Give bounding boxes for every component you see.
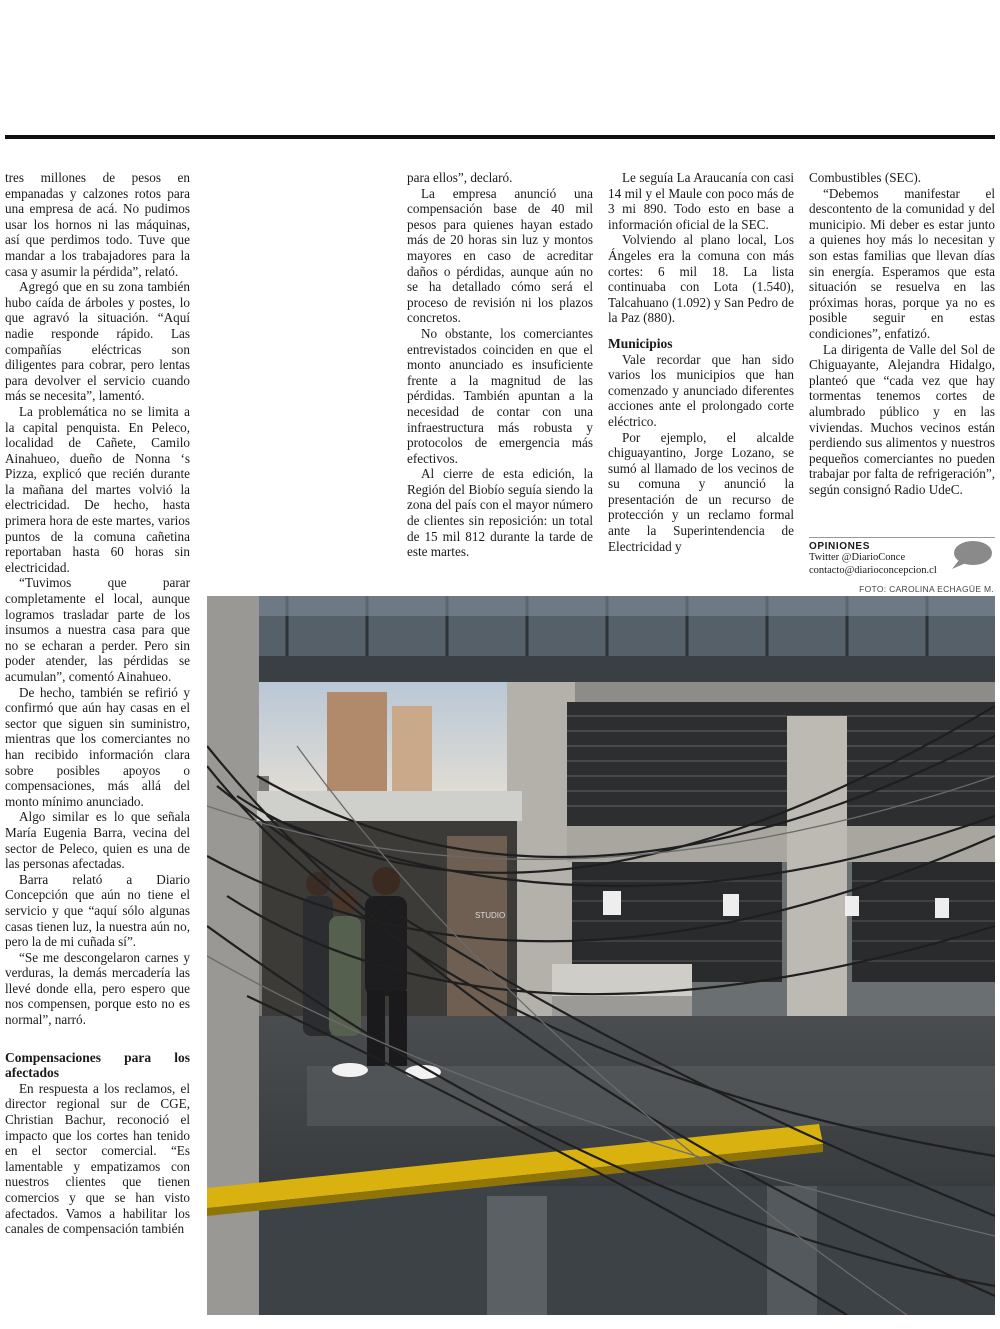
article-column-4 — [809, 170, 995, 497]
paragraph: Le seguía La Araucanía con casi 14 mil y el Maule con poco más de 3 mi 890. Todo esto en base a información oficial de la SEC. — [608, 170, 794, 232]
photo-credit: FOTO: CAROLINA ECHAGÜE M. — [859, 584, 994, 594]
paragraph: Por ejemplo, el alcalde chiguayantino, Jorge Lozano, se sumó al llamado de los vecinos de su comuna y anunció la presentación de un recurso de protección y un reclamo formal ante la Superintendencia de Electricidad y — [608, 429, 794, 554]
opinions-twitter[interactable]: Twitter @DiarioConce — [809, 552, 906, 563]
paragraph: En respuesta a los reclamos, el director regional sur de CGE, Christian Bachur, reconoció el impacto que los cortes han tenido en el sector comercial. “Es lamentable y empatizamos con nuestros clientes que tienen comercios y que se han visto afectados. Vamos a habilitar los canales de compensación también — [5, 1080, 190, 1237]
paragraph: “Debemos manifestar el descontento de la comunidad y del municipio. Mi deber es estar junto a quienes hoy más lo necesitan y son estas familias que llevan días sin energía. Esperamos que esta situación se resuelva en las próximas horas, porque ya no es posible seguir en estas condiciones”, enfatizó. — [809, 185, 995, 341]
paragraph: La dirigenta de Valle del Sol de Chiguayante, Alejandra Hidalgo, planteó que “cada vez que hay tormentas tenemos cortes de alumbrado público y en las viviendas. Muchos vecinos están perdiendo sus alimentos y nuestros pequeños comerciantes no pueden trabajar por falta de refrigeración”, según consignó Radio UdeC. — [809, 341, 995, 497]
news-photo — [207, 596, 995, 1315]
paragraph: Vale recordar que han sido varios los municipios que han comenzado y anunciado diferentes acciones ante el prolongado corte eléctrico. — [608, 351, 794, 429]
paragraph: Combustibles (SEC). — [809, 170, 922, 185]
speech-bubble-icon — [949, 540, 993, 570]
paragraph: La problemática no se limita a la capital penquista. En Peleco, localidad de Cañete, Camilo Ainahueo, dueño de Nonna ‘s Pizza, explicó que recién durante la mañana del martes volvió la electricidad. De hecho, hasta primera hora de este martes, varios puntos de la comuna cañetina reportaban hasta 60 horas sin electricidad. — [5, 403, 190, 575]
opinions-title: OPINIONES — [809, 541, 870, 552]
header-rule — [5, 135, 995, 139]
paragraph: “Tuvimos que parar completamente el local, aunque logramos trasladar parte de los insumos a nuestra casa para que no se echaran a perder. Pero sin poder atender, las pérdidas se acumulan”, comentó Ainahueo. — [5, 575, 190, 684]
paragraph: De hecho, también se refirió y confirmó que aún hay casas en el sector que siguen sin suministro, mientras que los comerciantes no han recibido información clara sobre posibles apoyos o compensaciones, más allá del monto mínimo anunciado. — [5, 684, 190, 809]
opinions-box — [809, 537, 995, 582]
paragraph: “Se me descongelaron carnes y verduras, la demás mercadería las llevé donde ella, pero espero que nos compensen, porque esto no es normal”, narró. — [5, 949, 190, 1028]
paragraph: Al cierre de esta edición, la Región del Biobío seguía siendo la zona del país con el mayor número de clientes sin reposición: un total de 15 mil 812 durante la tarde de este martes. — [407, 466, 593, 560]
paragraph: Barra relató a Diario Concepción que aún no tiene el servicio y que “aquí sólo algunas casas tienen luz, la nuestra aún no, pero la de mi cuñada sí”. — [5, 871, 190, 950]
paragraph: No obstante, los comerciantes entrevistados coinciden en que el monto anunciado es insuficiente frente a la magnitud de las pérdidas. También apuntan a la necesidad de contar con una infraestructura más robusta y protocolos de emergencia más efectivos. — [407, 325, 593, 466]
article-column-3 — [608, 170, 794, 554]
paragraph: La empresa anunció una compensación base de 40 mil pesos para quienes hayan estado más de 20 horas sin luz y montos mayores en caso de acreditar daños o pérdidas, aunque aún no se ha detallado cómo será el proceso de revisión ni los plazos concretos. — [407, 185, 593, 326]
section-heading: Compensaciones para los afectados — [5, 1049, 190, 1081]
paragraph: Agregó que en su zona también hubo caída de árboles y postes, lo que agravó la situación. “Aquí nadie responde rápido. Las compañías eléctricas son diligentes para cobrar, pero lentas para devolver el servicio cuando más se necesita”, lamentó. — [5, 279, 190, 404]
article-column-2 — [407, 170, 593, 560]
paragraph: Algo similar es lo que señala María Eugenia Barra, vecina del sector de Peleco, quien es una de las personas afectadas. — [5, 809, 190, 872]
section-heading: Municipios — [608, 335, 673, 351]
paragraph: tres millones de pesos en empanadas y calzones rotos para una empresa de acá. No pudimos usar los hornos ni las máquinas, así que perdimos todo. Tuve que mandar a los trabajadores para la casa y asumir la pérdida”, relató. — [5, 170, 190, 279]
paragraph: Volviendo al plano local, Los Ángeles era la comuna con más cortes: 6 mil 18. La lista continuaba con Lota (1.540), Talcahuano (1.092) y San Pedro de la Paz (880). — [608, 232, 794, 326]
paragraph: para ellos”, declaró. — [407, 170, 513, 185]
article-column-1 — [5, 170, 190, 1237]
storefront-sign: STUDIO — [475, 911, 506, 920]
opinions-email[interactable]: contacto@diarioconcepcion.cl — [809, 564, 937, 576]
